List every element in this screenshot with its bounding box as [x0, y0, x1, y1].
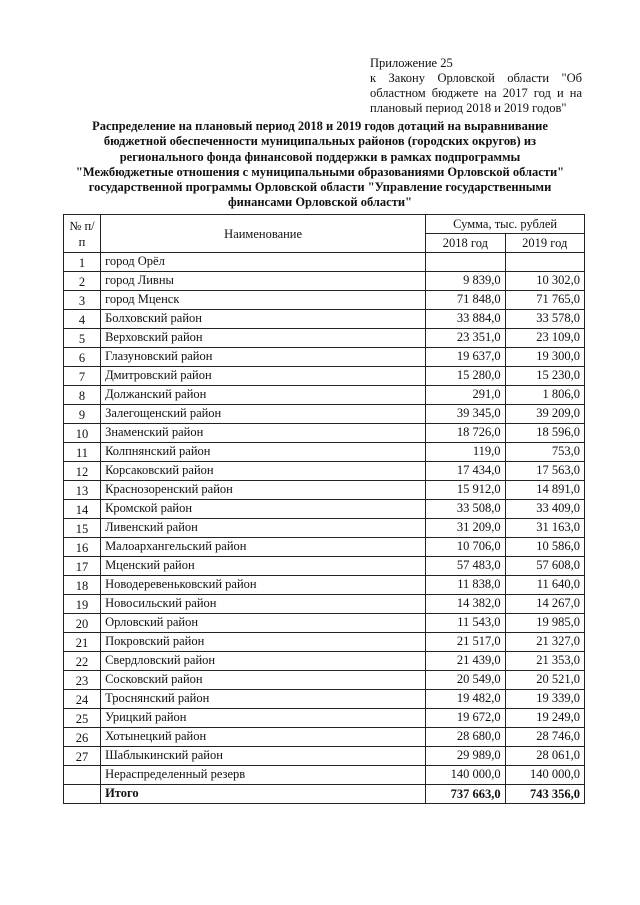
row-name: город Орёл [101, 253, 426, 272]
row-name: город Ливны [101, 272, 426, 291]
appendix-line-1: Приложение 25 [370, 56, 453, 70]
row-name: Корсаковский район [101, 462, 426, 481]
row-value-2018: 31 209,0 [426, 519, 505, 538]
row-name: город Мценск [101, 291, 426, 310]
row-name: Глазуновский район [101, 348, 426, 367]
row-value-2019: 140 000,0 [505, 766, 584, 785]
row-value-2019: 17 563,0 [505, 462, 584, 481]
appendix-line-3: плановый период 2018 и 2019 годов" [370, 101, 567, 115]
row-value-2019: 11 640,0 [505, 576, 584, 595]
title-line-3: регионального фонда финансовой поддержки в рамках подпрограммы [119, 149, 521, 164]
subsidy-table [63, 214, 585, 804]
row-value-2019: 33 409,0 [505, 500, 584, 519]
row-name: Верховский район [101, 329, 426, 348]
row-value-2019: 1 806,0 [505, 386, 584, 405]
row-number: 22 [64, 652, 101, 671]
row-number: 21 [64, 633, 101, 652]
row-number: 18 [64, 576, 101, 595]
table-row [64, 310, 585, 329]
header-sum: Сумма, тыс. рублей [426, 215, 585, 234]
row-number: 26 [64, 728, 101, 747]
row-number: 11 [64, 443, 101, 462]
row-name: Должанский район [101, 386, 426, 405]
row-number: 24 [64, 690, 101, 709]
row-value-2018: 19 672,0 [426, 709, 505, 728]
row-name: Урицкий район [101, 709, 426, 728]
row-value-2019: 19 339,0 [505, 690, 584, 709]
table-row [64, 576, 585, 595]
row-value-2019: 21 353,0 [505, 652, 584, 671]
row-value-2019: 33 578,0 [505, 310, 584, 329]
row-number: 6 [64, 348, 101, 367]
row-value-2019: 28 061,0 [505, 747, 584, 766]
row-value-2019: 19 985,0 [505, 614, 584, 633]
row-value-2018: 15 912,0 [426, 481, 505, 500]
table-row [64, 405, 585, 424]
table-row [64, 766, 585, 785]
row-number: 13 [64, 481, 101, 500]
row-value-2019: 23 109,0 [505, 329, 584, 348]
row-number: 9 [64, 405, 101, 424]
table-row [64, 424, 585, 443]
table-body [64, 253, 585, 804]
row-number: 19 [64, 595, 101, 614]
total-row [64, 785, 585, 804]
row-value-2018: 17 434,0 [426, 462, 505, 481]
row-value-2018: 11 838,0 [426, 576, 505, 595]
row-name: Нераспределенный резерв [101, 766, 426, 785]
table-row [64, 329, 585, 348]
table-row [64, 348, 585, 367]
document-title [70, 119, 570, 211]
row-value-2018: 20 549,0 [426, 671, 505, 690]
row-value-2019: 10 586,0 [505, 538, 584, 557]
table-row [64, 557, 585, 576]
appendix-note [370, 56, 582, 116]
table-row [64, 671, 585, 690]
row-value-2018: 33 884,0 [426, 310, 505, 329]
row-value-2019: 71 765,0 [505, 291, 584, 310]
row-name: Покровский район [101, 633, 426, 652]
row-name: Залегощенский район [101, 405, 426, 424]
row-number: 8 [64, 386, 101, 405]
row-name: Краснозоренский район [101, 481, 426, 500]
table-row [64, 709, 585, 728]
table-row [64, 538, 585, 557]
row-number: 20 [64, 614, 101, 633]
title-line-5: государственной программы Орловской области "Управление государственными [88, 180, 552, 195]
row-number: 1 [64, 253, 101, 272]
row-value-2018: 23 351,0 [426, 329, 505, 348]
row-number: 27 [64, 747, 101, 766]
row-number: 12 [64, 462, 101, 481]
row-value-2019: 753,0 [505, 443, 584, 462]
row-number: 16 [64, 538, 101, 557]
row-number: 5 [64, 329, 101, 348]
row-name: Орловский район [101, 614, 426, 633]
row-name: Шаблыкинский район [101, 747, 426, 766]
row-value-2018: 119,0 [426, 443, 505, 462]
header-number: № п/п [64, 215, 101, 253]
table-row [64, 386, 585, 405]
row-number: 2 [64, 272, 101, 291]
title-line-6: финансами Орловской области" [228, 195, 412, 210]
row-value-2018: 15 280,0 [426, 367, 505, 386]
table-row [64, 519, 585, 538]
row-name: Малоархангельский район [101, 538, 426, 557]
table-row [64, 595, 585, 614]
table-row [64, 443, 585, 462]
table-row [64, 462, 585, 481]
row-number: 25 [64, 709, 101, 728]
table-row [64, 253, 585, 272]
row-name: Ливенский район [101, 519, 426, 538]
total-label: Итого [101, 785, 426, 804]
row-value-2019 [505, 253, 584, 272]
row-value-2018: 71 848,0 [426, 291, 505, 310]
table-row [64, 481, 585, 500]
title-line-4: "Межбюджетные отношения с муниципальными образованиями Орловской области" [75, 164, 565, 179]
row-value-2019: 19 300,0 [505, 348, 584, 367]
row-value-2018: 28 680,0 [426, 728, 505, 747]
row-name: Колпнянский район [101, 443, 426, 462]
table-row [64, 747, 585, 766]
row-value-2018: 29 989,0 [426, 747, 505, 766]
row-value-2018: 14 382,0 [426, 595, 505, 614]
row-value-2018: 291,0 [426, 386, 505, 405]
row-number: 10 [64, 424, 101, 443]
row-value-2019: 31 163,0 [505, 519, 584, 538]
table-row [64, 500, 585, 519]
row-name: Болховский район [101, 310, 426, 329]
row-value-2019: 21 327,0 [505, 633, 584, 652]
row-name: Троснянский район [101, 690, 426, 709]
row-value-2019: 57 608,0 [505, 557, 584, 576]
header-2019: 2019 год [505, 234, 584, 253]
row-value-2018: 57 483,0 [426, 557, 505, 576]
row-name: Новодеревеньковский район [101, 576, 426, 595]
row-value-2019: 39 209,0 [505, 405, 584, 424]
appendix-line-2: к Закону Орловской области "Об областном бюджете на 2017 год и на [370, 71, 582, 100]
row-value-2019: 14 891,0 [505, 481, 584, 500]
row-value-2019: 20 521,0 [505, 671, 584, 690]
row-number [64, 766, 101, 785]
table-row [64, 633, 585, 652]
row-name: Сосковский район [101, 671, 426, 690]
row-number: 23 [64, 671, 101, 690]
row-value-2018: 9 839,0 [426, 272, 505, 291]
row-value-2019: 15 230,0 [505, 367, 584, 386]
title-line-1: Распределение на плановый период 2018 и 2019 годов дотаций на выравнивание [92, 119, 548, 133]
table-row [64, 367, 585, 386]
row-value-2019: 14 267,0 [505, 595, 584, 614]
total-number [64, 785, 101, 804]
table-row [64, 728, 585, 747]
row-value-2018: 21 517,0 [426, 633, 505, 652]
row-value-2019: 18 596,0 [505, 424, 584, 443]
row-number: 7 [64, 367, 101, 386]
row-value-2019: 10 302,0 [505, 272, 584, 291]
total-2019: 743 356,0 [505, 785, 584, 804]
table-row [64, 291, 585, 310]
header-name: Наименование [101, 215, 426, 253]
total-2018: 737 663,0 [426, 785, 505, 804]
row-name: Мценский район [101, 557, 426, 576]
row-number: 3 [64, 291, 101, 310]
row-value-2018: 33 508,0 [426, 500, 505, 519]
row-value-2018: 39 345,0 [426, 405, 505, 424]
header-2018: 2018 год [426, 234, 505, 253]
table-row [64, 614, 585, 633]
row-value-2018: 18 726,0 [426, 424, 505, 443]
row-value-2018: 11 543,0 [426, 614, 505, 633]
table-row [64, 272, 585, 291]
title-line-2: бюджетной обеспеченности муниципальных районов (городских округов) из [103, 134, 537, 149]
table-row [64, 652, 585, 671]
row-number: 14 [64, 500, 101, 519]
row-number: 17 [64, 557, 101, 576]
row-name: Хотынецкий район [101, 728, 426, 747]
row-name: Знаменский район [101, 424, 426, 443]
row-value-2018: 10 706,0 [426, 538, 505, 557]
row-value-2018: 19 482,0 [426, 690, 505, 709]
row-name: Кромской район [101, 500, 426, 519]
row-value-2018: 21 439,0 [426, 652, 505, 671]
table-row [64, 690, 585, 709]
row-number: 15 [64, 519, 101, 538]
row-value-2019: 19 249,0 [505, 709, 584, 728]
row-value-2018 [426, 253, 505, 272]
row-value-2019: 28 746,0 [505, 728, 584, 747]
row-value-2018: 19 637,0 [426, 348, 505, 367]
row-value-2018: 140 000,0 [426, 766, 505, 785]
row-name: Свердловский район [101, 652, 426, 671]
row-number: 4 [64, 310, 101, 329]
row-name: Дмитровский район [101, 367, 426, 386]
row-name: Новосильский район [101, 595, 426, 614]
